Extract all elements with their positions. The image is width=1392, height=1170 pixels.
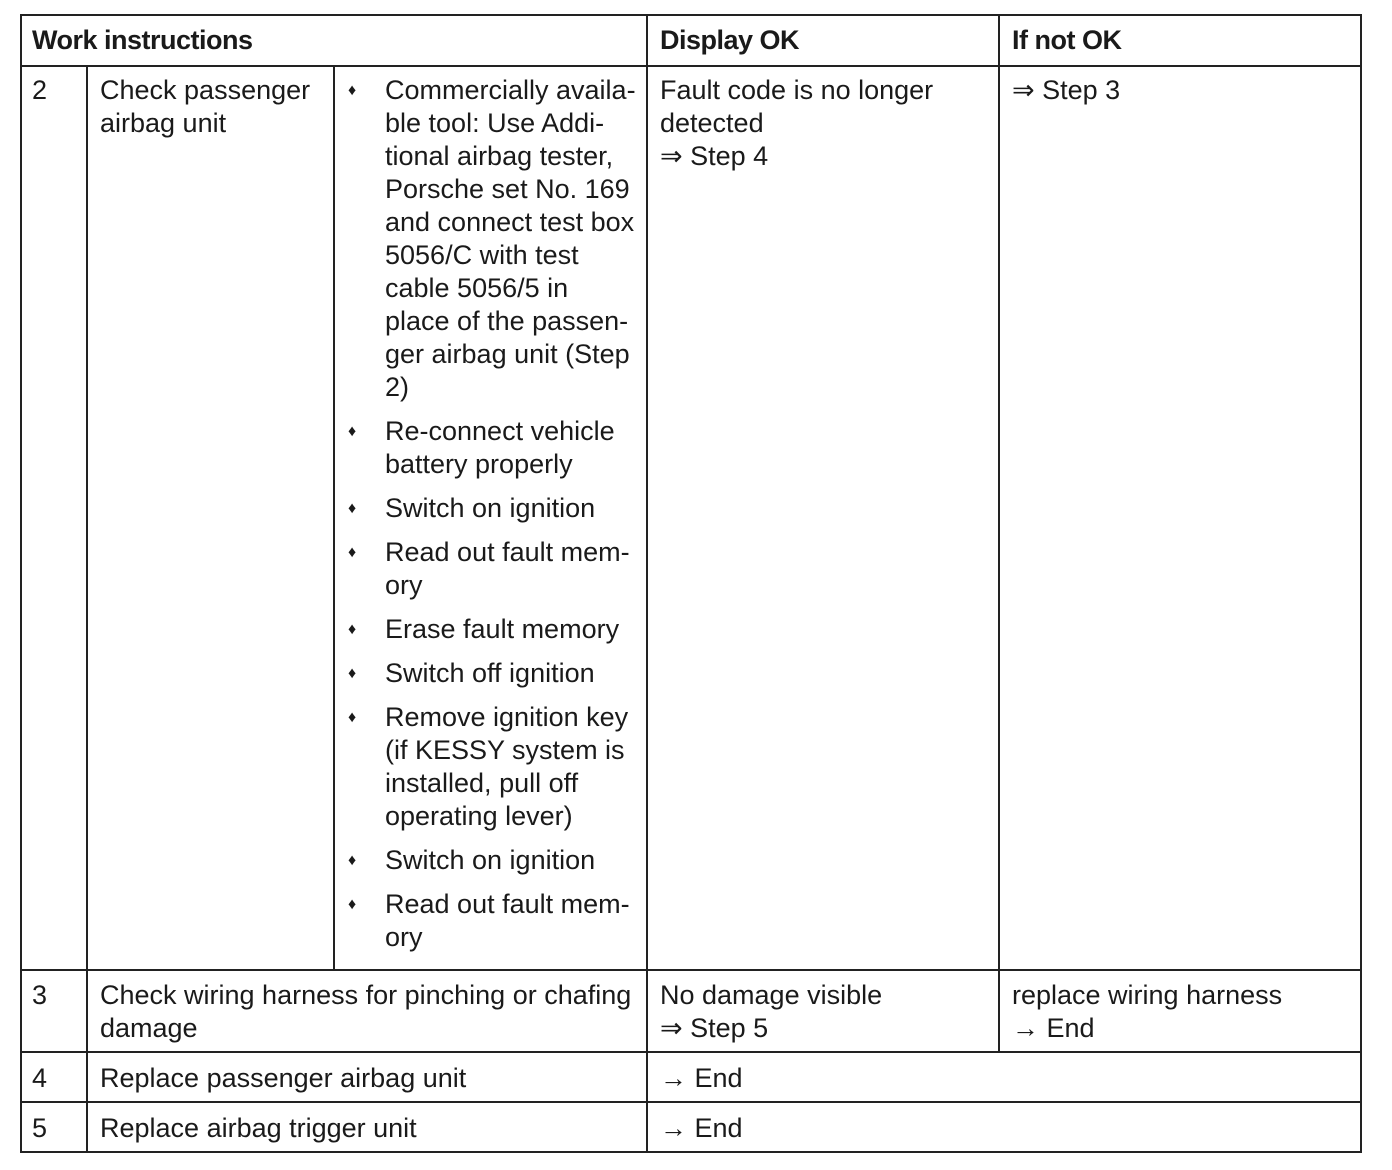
bullet-icon: ♦	[348, 896, 357, 913]
work-instructions-table	[20, 14, 1362, 1164]
display-ok-line: detected	[660, 108, 764, 138]
bullet-icon: ♦	[348, 500, 357, 517]
instruction-line: Read out fault mem-	[385, 537, 630, 567]
row-divider	[20, 1051, 1362, 1053]
instruction-line: Erase fault memory	[385, 614, 620, 644]
header-work-instructions: Work instructions	[32, 25, 253, 55]
instruction-line: battery properly	[385, 449, 573, 479]
instruction-line: Re-connect vehicle	[385, 416, 615, 446]
instruction-line: Switch on ignition	[385, 493, 596, 523]
bullet-icon: ♦	[348, 621, 357, 638]
result-text: → End	[660, 1113, 743, 1143]
step-number: 4	[32, 1063, 48, 1093]
table-border-bottom	[20, 1151, 1362, 1153]
display-ok-line: Fault code is no longer	[660, 75, 934, 105]
bullet-icon: ♦	[348, 709, 357, 726]
instruction-line: Commercially availa-	[385, 75, 636, 105]
row-divider	[20, 1101, 1362, 1103]
row-divider	[20, 969, 1362, 971]
instruction-line: Switch off ignition	[385, 658, 595, 688]
instruction-line: ble tool: Use Addi-	[385, 108, 605, 138]
step-number: 5	[32, 1113, 48, 1143]
instruction-line: ory	[385, 922, 423, 952]
task-line: damage	[100, 1013, 198, 1043]
display-ok-line: ⇒ Step 5	[660, 1013, 769, 1043]
header-display-ok: Display OK	[660, 25, 800, 55]
step-number: 2	[32, 75, 48, 105]
bullet-icon: ♦	[348, 544, 357, 561]
instruction-line: installed, pull off	[385, 768, 579, 798]
task-line: Replace passenger airbag unit	[100, 1063, 467, 1093]
instruction-line: Switch on ignition	[385, 845, 596, 875]
step-number: 3	[32, 980, 48, 1010]
if-not-ok-line: → End	[1012, 1013, 1095, 1043]
instruction-line: Remove ignition key	[385, 702, 629, 732]
instruction-line: 2)	[385, 372, 410, 402]
table-border-top	[20, 14, 1362, 16]
instruction-line: Read out fault mem-	[385, 889, 630, 919]
instruction-line: and connect test box	[385, 207, 635, 237]
bullet-icon: ♦	[348, 423, 357, 440]
header-divider	[20, 65, 1362, 67]
column-divider	[646, 14, 648, 1153]
bullet-icon: ♦	[348, 852, 357, 869]
header-if-not-ok: If not OK	[1012, 25, 1122, 55]
instruction-line: place of the passen-	[385, 306, 629, 336]
bullet-icon: ♦	[348, 82, 357, 99]
result-text: → End	[660, 1063, 743, 1093]
column-divider	[86, 65, 88, 1153]
bullet-icon: ♦	[348, 665, 357, 682]
task-line: Check wiring harness for pinching or chafing	[100, 980, 632, 1010]
table-border-left	[20, 14, 22, 1153]
instruction-line: tional airbag tester,	[385, 141, 614, 171]
if-not-ok-line: replace wiring harness	[1012, 980, 1283, 1010]
instruction-line: Porsche set No. 169	[385, 174, 630, 204]
if-not-ok-line: ⇒ Step 3	[1012, 75, 1121, 105]
instruction-line: cable 5056/5 in	[385, 273, 569, 303]
instruction-line: ger airbag unit (Step	[385, 339, 630, 369]
instruction-line: operating lever)	[385, 801, 573, 831]
instruction-line: ory	[385, 570, 423, 600]
table-border-right	[1360, 14, 1362, 1153]
display-ok-line: ⇒ Step 4	[660, 141, 769, 171]
task-line: airbag unit	[100, 108, 227, 138]
display-ok-line: No damage visible	[660, 980, 883, 1010]
column-divider	[998, 14, 1000, 1053]
instruction-line: (if KESSY system is	[385, 735, 625, 765]
column-divider	[333, 65, 335, 971]
task-line: Replace airbag trigger unit	[100, 1113, 417, 1143]
task-line: Check passenger	[100, 75, 311, 105]
instruction-line: 5056/C with test	[385, 240, 579, 270]
